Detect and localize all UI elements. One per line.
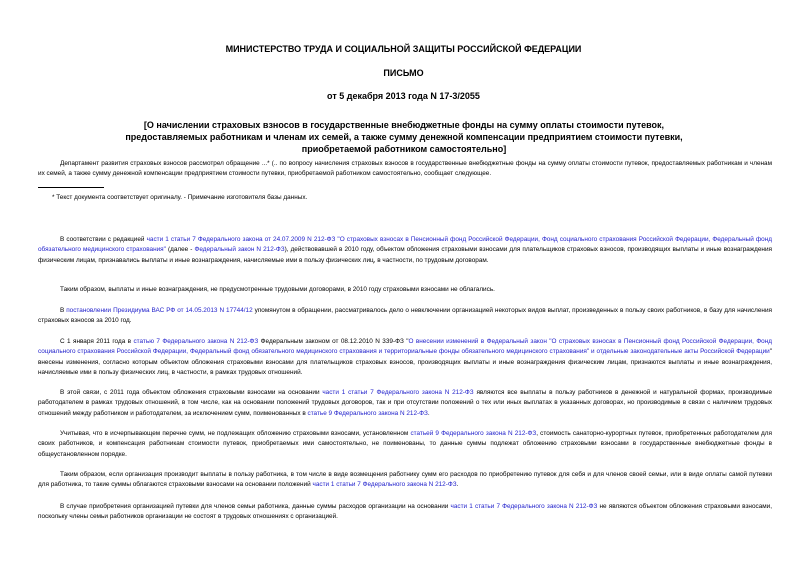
article-7-part-1-link[interactable]: части 1 статьи 7 Федерального закона N 212-ФЗ [322,389,474,396]
paragraph-2: Таким образом, выплаты и иные вознаграждения, не предусмотренные трудовыми договорами, в 2010 году страховыми взносами не облагались. [60,286,495,293]
p3-text-b: упомянутом в обращении, рассматривалось дело о невключении организацией некоторых видов выплат, произведенных в пользу своих работников, в базу для начисления страховых взносов за 2010 год. [38,307,772,325]
p4-text-c: " внесены изменения, согласно которым объектом обложения страховыми взносами для плательщиков страховых взносов, производящих выплаты и иные вознаграждения физическим лицам, признаются выплаты и иные вознаграждения, начисляемые ими в пользу физических лиц, в частности, в рамках трудовых отношений. [38,348,772,377]
document-type: ПИСЬМО [383,68,424,78]
paragraph-7 [38,470,772,491]
article-7-family-link[interactable]: части 1 статьи 7 Федерального закона N 212-ФЗ [450,503,598,510]
p1-text-a: В соответствии с редакцией [60,236,147,243]
intro-paragraph: Департамент развития страховых взносов рассмотрел обращение ...* (.. по вопросу начисления страховых взносов в государственные внебюджетные фонды на сумму оплаты стоимости путевок, предоставляемых работникам и членам их семей, а также сумму денежной компенсации предприятием стоимости путевки, приобретаемой работником самостоятельно, сообщает следующее. [38,160,772,178]
document-date: от 5 декабря 2013 года N 17-3/2055 [327,91,480,101]
p8-text-b: не являются объектом обложения страховыми взносами, поскольку члены семьи работников организации не состоят в трудовых отношениях с организацией. [38,503,772,521]
p5-text-c: . [427,409,430,417]
vas-resolution-link[interactable]: постановлении Президиума ВАС РФ от 14.05.2013 N 17744/12 [66,307,253,314]
ministry-title: МИНИСТЕРСТВО ТРУДА И СОЦИАЛЬНОЙ ЗАЩИТЫ РОССИЙСКОЙ ФЕДЕРАЦИИ [225,44,582,54]
article-9-ref-link[interactable]: статьей 9 Федерального закона N 212-ФЗ [410,430,537,437]
footnote: * Текст документа соответствует оригиналу. - Примечание изготовителя базы данных. [52,194,308,201]
p4-text-b: Федеральным законом от 08.12.2010 N 339-ФЗ " [258,338,409,345]
paragraph-6 [38,429,772,460]
document-subject: [О начислении страховых взносов в государственные внебюджетные фонды на сумму оплаты стоимости путевок, предоставляемых работникам и членам их семей, а также сумму денежной компенсации предприятием стоимости путевки, приобретаемой работником самостоятельно] [125,120,683,154]
p4-text-a: С 1 января 2011 года в [60,338,134,345]
p7-text-b: . [456,481,459,489]
law-212-short-link[interactable]: Федеральный закон N 212-ФЗ [194,246,285,254]
law-212-link[interactable]: части 1 статьи 7 Федерального закона от 24.07.2009 N 212-ФЗ "О страховых взносах в Пенсионный фонд Российской Федерации, Фонд социального страхования Российской Федерации, Федеральный фонд обязательного медицинского страхования" [38,236,772,254]
paragraph-3 [38,306,772,327]
paragraph-8 [38,502,772,523]
p3-text-a: В [60,307,67,314]
p8-text-a: В случае приобретения организацией путевки для членов семьи работника, данные суммы расходов организации на основании [60,503,451,510]
article-7-ref-link[interactable]: части 1 статьи 7 Федерального закона N 212-ФЗ [312,481,457,489]
p5-text-b: являются все выплаты в пользу работников в денежной и натуральной формах, производимые работодателем в рамках трудовых отношений, в том числе, как на основании положений трудовых договоров, так и при отсутствии положений о тех или иных выплатах в указанных договорах, но производимые в связи с наличием трудовых отношений между работником и работодателем, за исключением сумм, поименованных в [38,389,772,417]
law-339-link[interactable]: О внесении изменений в Федеральный закон "О страховых взносах в Пенсионный фонд Российской Федерации, Фонд социального страхования Российской Федерации, Федеральный фонд обязательного медицинского страхования и территориальные фонды обязательного медицинского страхования" и отдельные законодательные акты Российской Федерации [38,338,772,356]
paragraph-5 [38,388,772,419]
paragraph-4 [38,337,772,379]
p6-text-b: , стоимость санаторно-курортных путевок, приобретенных работодателем для своих работников, и компенсация работникам стоимости путевок, приобретаемых ими самостоятельно, не поименованы, то данные суммы подлежат обложению страховыми взносами в государственные внебюджетные фонды в общеустановленном порядке. [38,430,772,458]
article-9-link[interactable]: статье 9 Федерального закона N 212-ФЗ [307,409,428,417]
paragraph-1 [38,235,772,266]
footnote-divider [38,187,104,188]
p6-text-a: Учитывая, что в исчерпывающем перечне сумм, не подлежащих обложению страховыми взносами, установленном [60,430,411,437]
p1-text-c: ), действовавшей в 2010 году, объектом обложения страховыми взносами для плательщиков страховых взносов, производящих выплаты и иные вознаграждения физическим лицам, признавались выплаты и иные вознаграждения, начисляемые ими в пользу физических лиц, в частности, по трудовым договорам. [38,246,772,264]
article-7-link[interactable]: статью 7 Федерального закона N 212-ФЗ [133,338,259,345]
p1-text-b: (далее - [165,246,195,254]
p7-text-a: Таким образом, если организация производит выплаты в пользу работника, в том числе в виде возмещения работнику сумм его расходов по приобретению путевок для себя и для членов своей семьи, или в виде оплаты самой путевки для работника, то такие суммы облагаются страховыми взносами на основании положений [38,471,772,489]
p5-text-a: В этой связи, с 2011 года объектом обложения страховыми взносами на основании [60,389,323,396]
